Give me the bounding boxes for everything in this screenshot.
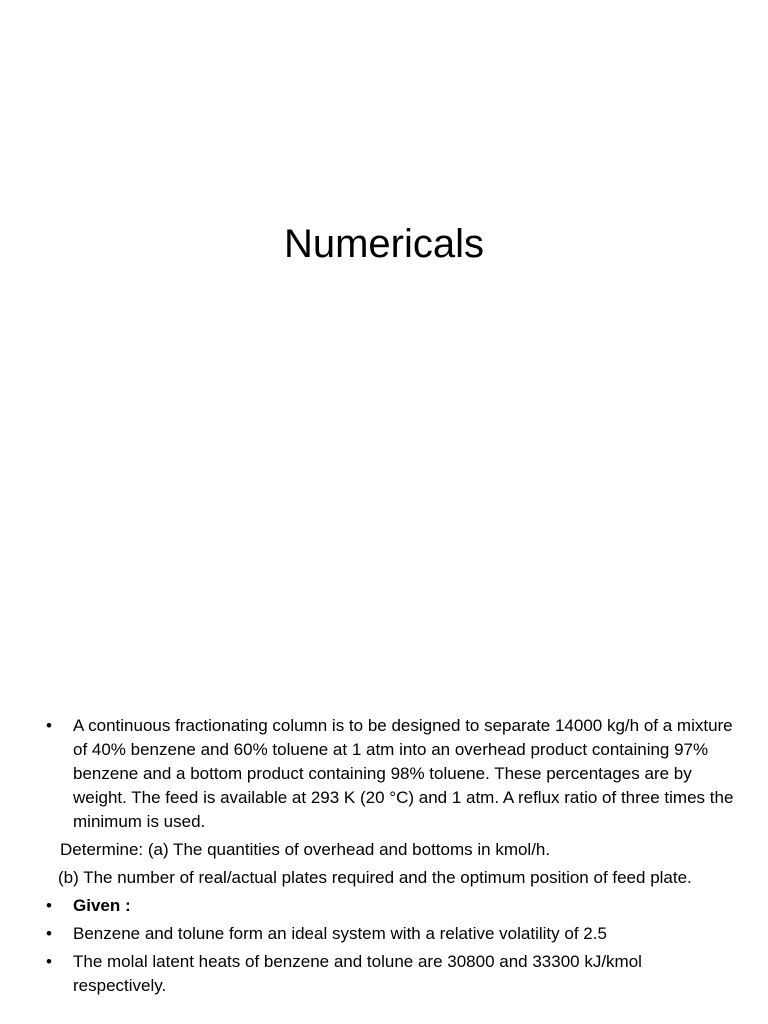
bullet-icon: •	[46, 952, 52, 971]
given-item-volatility	[46, 922, 736, 946]
bullet-icon: •	[46, 896, 52, 915]
slide-title: Numericals	[283, 222, 485, 266]
problem-statement: A continuous fractionating column is to be designed to separate 14000 kg/h of a mixture of 40% benzene and 60% toluene at 1 atm into an overhead product containing 97% benzene and a bottom product containing 98% toluene. These percentages are by weight. The feed is available at 293 K (20 °C) and 1 atm. A reflux ratio of three times the minimum is used.	[73, 716, 734, 831]
determine-b: (b) The number of real/actual plates required and the optimum position of feed plate.	[58, 868, 692, 887]
bullet-icon: •	[46, 716, 52, 735]
given-item-latent-heat	[46, 950, 736, 998]
determine-a: Determine: (a) The quantities of overhead and bottoms in kmol/h.	[60, 840, 551, 859]
bullet-icon: •	[46, 924, 52, 943]
slide-body	[46, 714, 736, 1002]
given-text-volatility: Benzene and tolune form an ideal system with a relative volatility of 2.5	[73, 924, 607, 943]
problem-bullet	[46, 714, 736, 834]
given-label: Given :	[73, 896, 131, 915]
given-bullet	[46, 894, 736, 918]
given-text-latent-heat: The molal latent heats of benzene and tolune are 30800 and 33300 kJ/kmol respectively.	[73, 952, 642, 995]
